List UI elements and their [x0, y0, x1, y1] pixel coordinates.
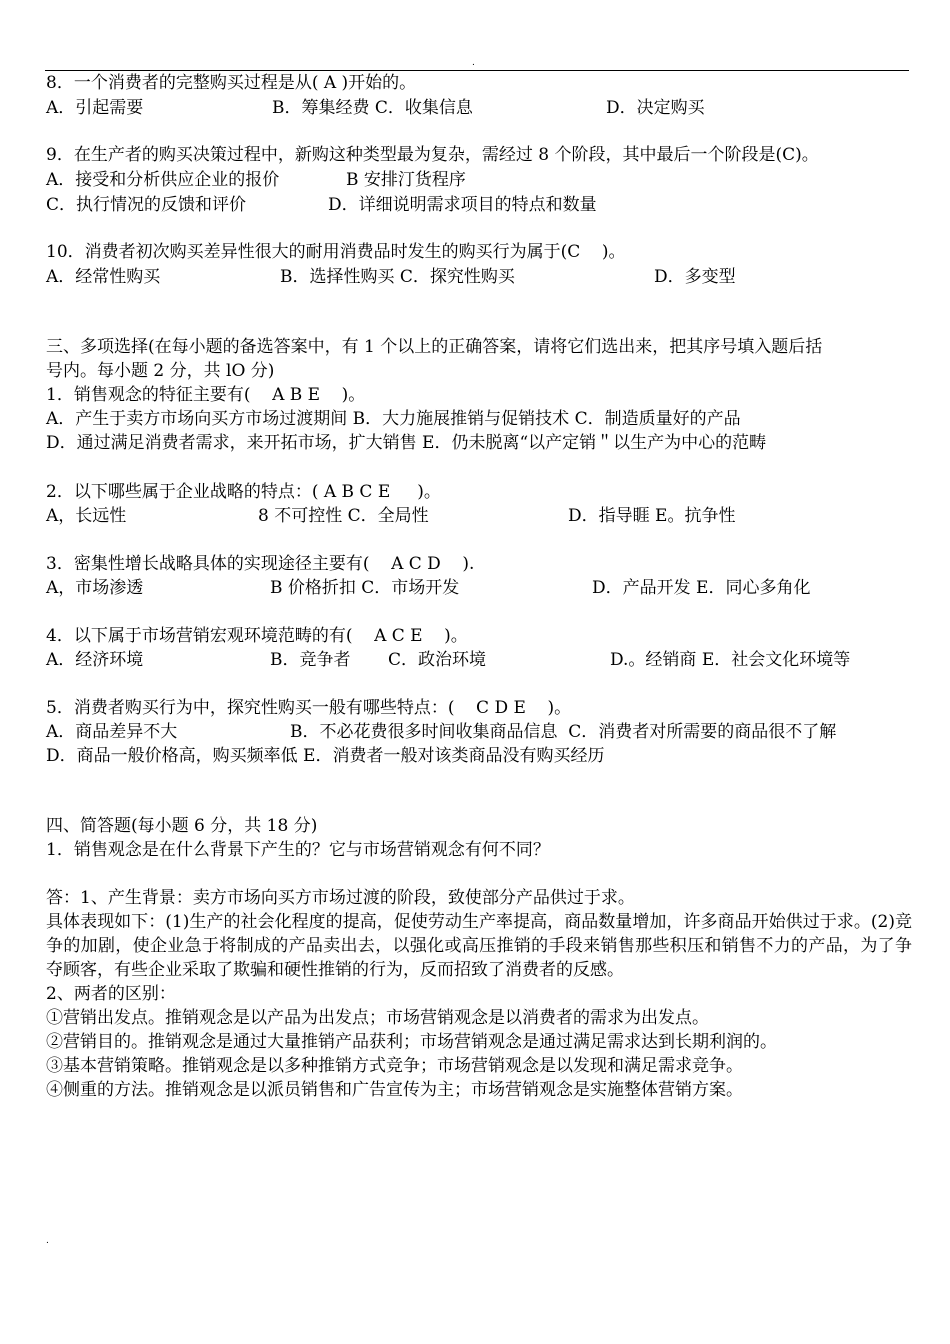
s3-q4-option-c: C．政治环境 [388, 650, 487, 670]
q8-option-bc: B．筹集经费 C．收集信息 [272, 98, 473, 118]
s4-diff-item-4: ④侧重的方法。推销观念是以派员销售和广告宣传为主；市场营销观念是实施整体营销方案。 [46, 1080, 743, 1100]
s4-answer-intro: 答：1、产生背景：卖方市场向买方市场过渡的阶段，致使部分产品供过于求。 [46, 888, 635, 908]
section4-heading: 四、简答题(每小题 6 分，共 18 分) [46, 816, 318, 836]
q9-option-b: B 安排汀货程序 [346, 170, 466, 190]
s3-q3-option-a: A，市场渗透 [46, 578, 144, 598]
s3-q5-stem: 5．消费者购买行为中，探究性购买一般有哪些特点：( C D E )。 [46, 698, 572, 718]
q10-options [46, 266, 736, 288]
section3-heading-line2: 号内。每小题 2 分，共 lO 分) [46, 361, 275, 381]
s3-q4-option-de: D.。经销商 E．社会文化环境等 [610, 650, 851, 670]
s4-diff-title: 2、两者的区别： [46, 984, 176, 1004]
q9-option-d: D．详细说明需求项目的特点和数量 [328, 195, 597, 215]
s4-diff-item-2: ②营销目的。推销观念是通过大量推销产品获利；市场营销观念是通过满足需求达到长期利润的。 [46, 1032, 777, 1052]
s3-q2-option-de: D．指导睚 E。抗争性 [568, 506, 736, 526]
s3-q2-options [46, 505, 736, 527]
s3-q4-stem: 4．以下属于市场营销宏观环境范畴的有( A C E )。 [46, 626, 468, 646]
q10-option-bc: B．选择性购买 C．探究性购买 [280, 267, 515, 287]
q10-option-a: A．经常性购买 [46, 267, 161, 287]
q8-options [46, 97, 705, 119]
s3-q4-option-a: A．经济环境 [46, 650, 144, 670]
s4-diff-item-1: ①营销出发点。推销观念是以产品为出发点；市场营销观念是以消费者的需求为出发点。 [46, 1008, 709, 1028]
q8-stem: 8．一个消费者的完整购买过程是从( A )开始的。 [46, 73, 417, 93]
s3-q5-option-a: A．商品差异不大 [46, 722, 178, 742]
s3-q3-stem: 3．密集性增长战略具体的实现途径主要有( A C D ). [46, 554, 475, 574]
s3-q3-option-de: D．产品开发 E．同心多角化 [592, 578, 811, 598]
s3-q5-option-bc: B．不必花费很多时间收集商品信息 C．消费者对所需要的商品很不了解 [290, 722, 837, 742]
s3-q2-stem: 2．以下哪些属于企业战略的特点：( A B C E )。 [46, 482, 441, 502]
q10-option-d: D．多变型 [654, 267, 736, 287]
s3-q4-options [46, 649, 851, 671]
s3-q5-options-row1 [46, 721, 837, 743]
s3-q2-option-a: A，长远性 [46, 506, 127, 526]
footer-mark: . [46, 1236, 49, 1246]
q10-stem: 10．消费者初次购买差异性很大的耐用消费品时发生的购买行为属于(C )。 [46, 242, 626, 262]
s4-answer-detail: 具体表现如下：(1)生产的社会化程度的提高，促使劳动生产率提高，商品数量增加，许多商品开始供过于求。(2)竞争的加剧，使企业急于将制成的产品卖出去，以强化或高压推销的手段来销售那些积压和销售不力的产品，为了争夺顾客，有些企业采取了欺骗和硬性推销的行为，反而招致了消费者的反感。 [46, 912, 912, 980]
s4-q1-question: 1．销售观念是在什么背景下产生的？它与市场营销观念有何不同？ [46, 840, 550, 860]
s3-q5-options-row2: D．商品一般价格高，购买频率低 E．消费者一般对该类商品没有购买经历 [46, 746, 605, 766]
s4-diff-item-3: ③基本营销策略。推销观念是以多种推销方式竞争；市场营销观念是以发现和满足需求竞争。 [46, 1056, 743, 1076]
q9-options-row2 [46, 194, 597, 216]
s3-q1-options-row2: D．通过满足消费者需求，来开拓市场，扩大销售 E．仍未脱离“以产定销＂以生产为中心的范畴 [46, 433, 767, 453]
header-mark: . [472, 58, 475, 68]
s3-q1-options-row1: A．产生于卖方市场向买方市场过渡期间 B．大力施展推销与促销技术 C．制造质量好的产品 [46, 409, 741, 429]
section3-heading-line1: 三、多项选择(在每小题的备选答案中，有 1 个以上的正确答案，请将它们选出来，把其序号填入题后括 [46, 337, 823, 357]
q9-stem: 9．在生产者的购买决策过程中，新购这种类型最为复杂，需经过 8 个阶段，其中最后一个阶段是(C)。 [46, 145, 819, 165]
s3-q4-option-b: B．竞争者 [270, 650, 351, 670]
s3-q1-stem: 1．销售观念的特征主要有( A B E )。 [46, 385, 366, 405]
s3-q3-options [46, 577, 811, 599]
s3-q3-option-bc: B 价格折扣 C．市场开发 [270, 578, 460, 598]
q9-option-a: A．接受和分析供应企业的报价 [46, 170, 280, 190]
header-rule [45, 70, 909, 71]
q8-option-a: A．引起需要 [46, 98, 144, 118]
q8-option-d: D．决定购买 [606, 98, 705, 118]
s3-q2-option-bc: 8 不可控性 C．全局性 [258, 506, 429, 526]
q9-option-c: C．执行情况的反馈和评价 [46, 195, 247, 215]
q9-options-row1 [46, 169, 466, 191]
